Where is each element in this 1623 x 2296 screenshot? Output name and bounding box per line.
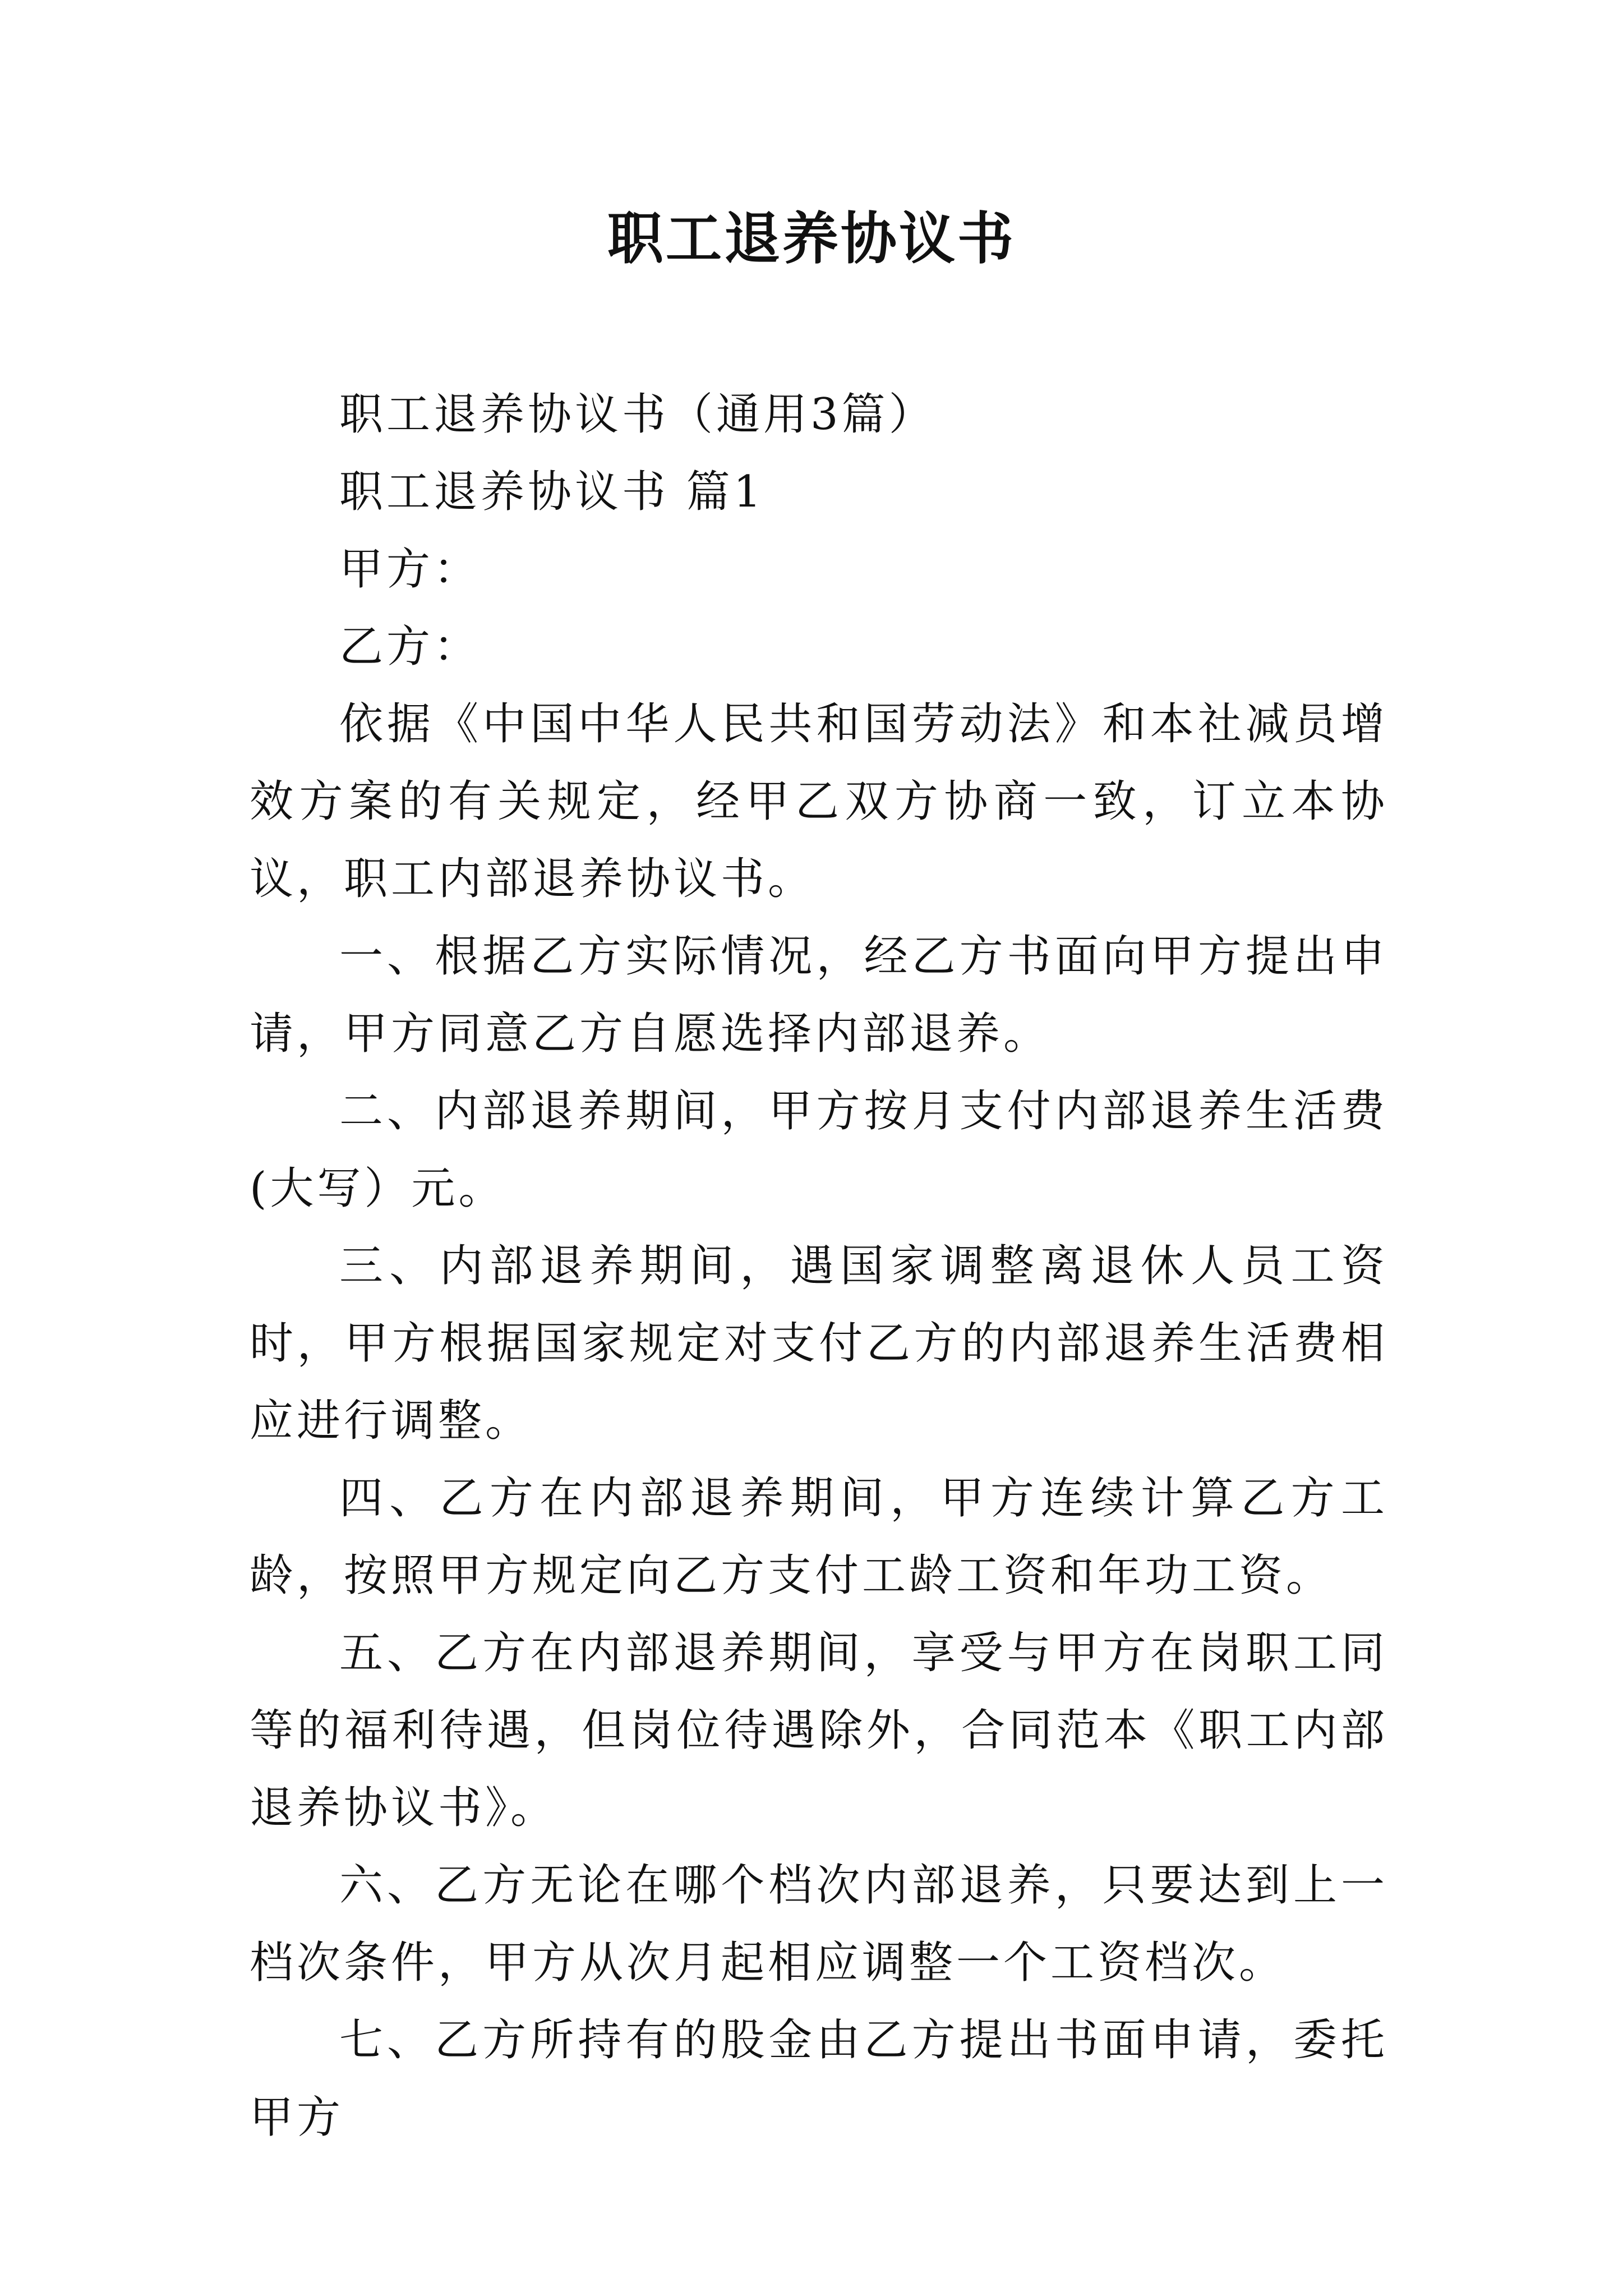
- section-heading: 职工退养协议书 篇1: [339, 467, 765, 517]
- clause-6: 六、乙方无论在哪个档次内部退养，只要达到上一档次条件，甲方从次月起相应调整一个工资档次。: [250, 1860, 1388, 1988]
- document-title: 职工退养协议书: [607, 205, 1016, 272]
- party-a-line: 甲方：: [339, 544, 481, 595]
- clause-1: 一、根据乙方实际情况，经乙方书面向甲方提出申请，甲方同意乙方自愿选择内部退养。: [250, 931, 1388, 1059]
- clause-2: 二、内部退养期间，甲方按月支付内部退养生活费(大写）元。: [250, 1086, 1388, 1214]
- document-body: [250, 376, 1388, 2156]
- party-b-line: 乙方：: [339, 622, 481, 672]
- subtitle-paragraph: 职工退养协议书（通用3篇）: [339, 389, 936, 440]
- clause-5: 五、乙方在内部退养期间，享受与甲方在岗职工同等的福利待遇，但岗位待遇除外，合同范本《职工内部退养协议书》。: [250, 1628, 1388, 1833]
- clause-7: 七、乙方所持有的股金由乙方提出书面申请，委托甲方: [250, 2015, 1388, 2143]
- clause-4: 四、乙方在内部退养期间，甲方连续计算乙方工龄，按照甲方规定向乙方支付工龄工资和年功工资。: [250, 1473, 1388, 1601]
- preamble-paragraph: 依据《中国中华人民共和国劳动法》和本社减员增效方案的有关规定，经甲乙双方协商一致，订立本协议，职工内部退养协议书。: [250, 699, 1388, 904]
- clause-3: 三、内部退养期间，遇国家调整离退休人员工资时，甲方根据国家规定对支付乙方的内部退养生活费相应进行调整。: [250, 1241, 1388, 1446]
